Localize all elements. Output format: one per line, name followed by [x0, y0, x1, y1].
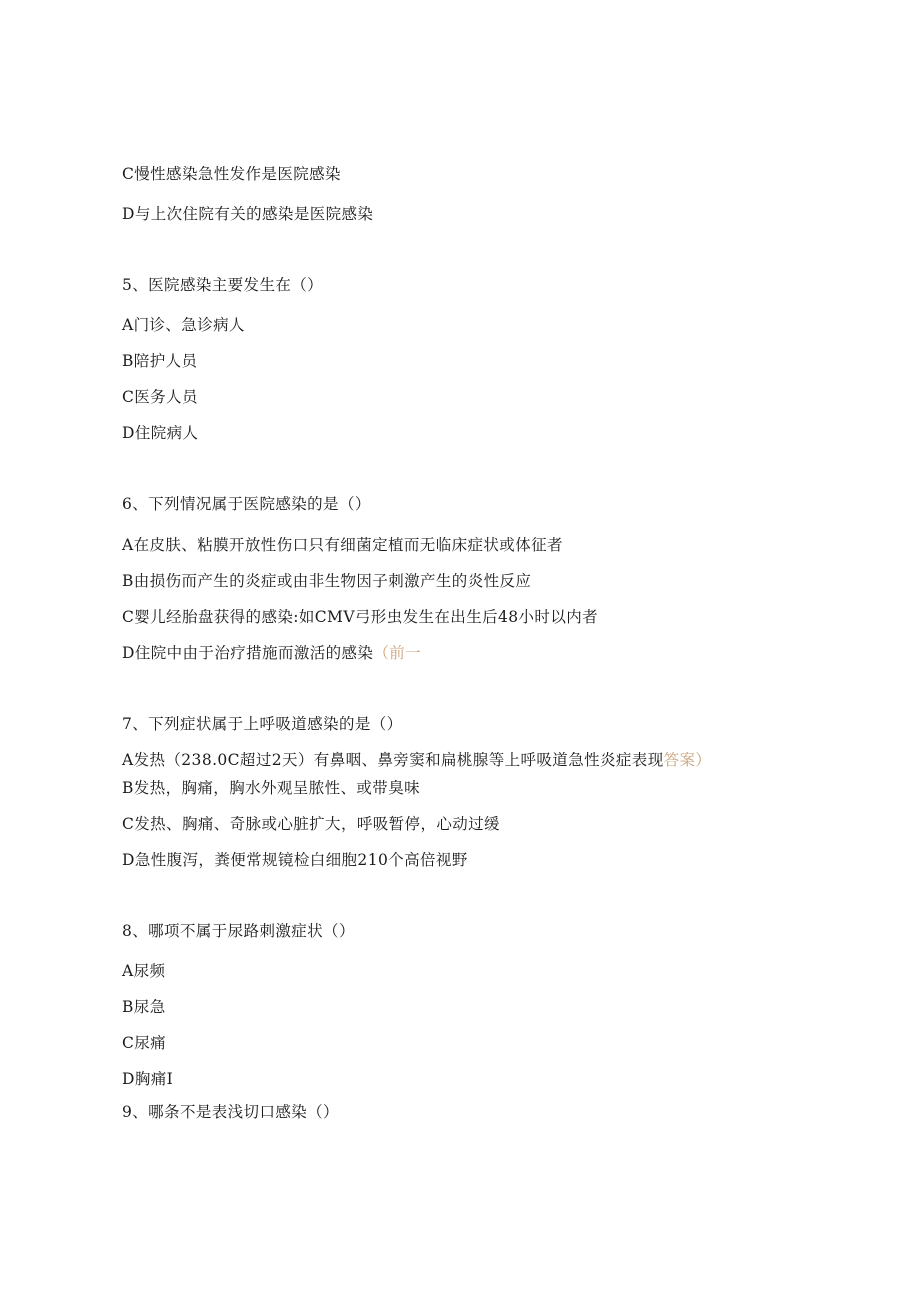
- question-5-stem: 5、医院感染主要发生在（）: [122, 276, 324, 294]
- question-5-option-c: C医务人员: [122, 388, 198, 406]
- question-7-option-a-mark: 答案）: [663, 751, 712, 769]
- question-6-option-d-text: D住院中由于治疗措施而激活的感染: [122, 644, 374, 662]
- option-d-prev: D与上次住院有关的感染是医院感染: [122, 205, 374, 223]
- question-6-stem: 6、下列情况属于医院感染的是（）: [122, 495, 371, 513]
- question-7-stem: 7、下列症状属于上呼吸道感染的是（）: [122, 715, 403, 733]
- question-8-option-c: C尿痛: [122, 1034, 167, 1052]
- question-8-stem: 8、哪项不属于尿路刺激症状（）: [122, 922, 355, 940]
- question-6-option-d-mark: （前一: [373, 644, 422, 662]
- question-6-option-b: B由损伤而产生的炎症或由非生物因子刺激产生的炎性反应: [122, 572, 532, 590]
- question-7-option-a: [122, 750, 711, 770]
- question-8-option-b: B尿急: [122, 998, 166, 1016]
- question-5-option-a: A门诊、急诊病人: [122, 316, 245, 334]
- question-7-option-b: B发热，胸痛，胸水外观呈脓性、或带臭味: [122, 779, 420, 797]
- question-5-option-d: D住院病人: [122, 424, 199, 442]
- option-c-prev: C慢性感染急性发作是医院感染: [122, 165, 341, 183]
- question-8-option-a: A尿频: [122, 962, 166, 980]
- question-6-option-d: [122, 643, 421, 663]
- question-7-option-d: D急性腹泻，粪便常规镜检白细胞210个高倍视野: [122, 851, 468, 869]
- question-5-option-b: B陪护人员: [122, 352, 198, 370]
- question-7-option-a-text: A发热（238.0C超过2天）有鼻咽、鼻旁窦和扁桃腺等上呼吸道急性炎症表现: [122, 751, 664, 769]
- question-8-option-d: D胸痛I: [122, 1070, 174, 1088]
- question-6-option-c: C婴儿经胎盘获得的感染:如CMV弓形虫发生在出生后48小时以内者: [122, 608, 599, 626]
- question-9-stem: 9、哪条不是表浅切口感染（）: [122, 1103, 339, 1121]
- question-7-option-c: C发热、胸痛、奇脉或心脏扩大，呼吸暂停，心动过缓: [122, 815, 500, 833]
- question-6-option-a: A在皮肤、粘膜开放性伤口只有细菌定植而无临床症状或体征者: [122, 536, 563, 554]
